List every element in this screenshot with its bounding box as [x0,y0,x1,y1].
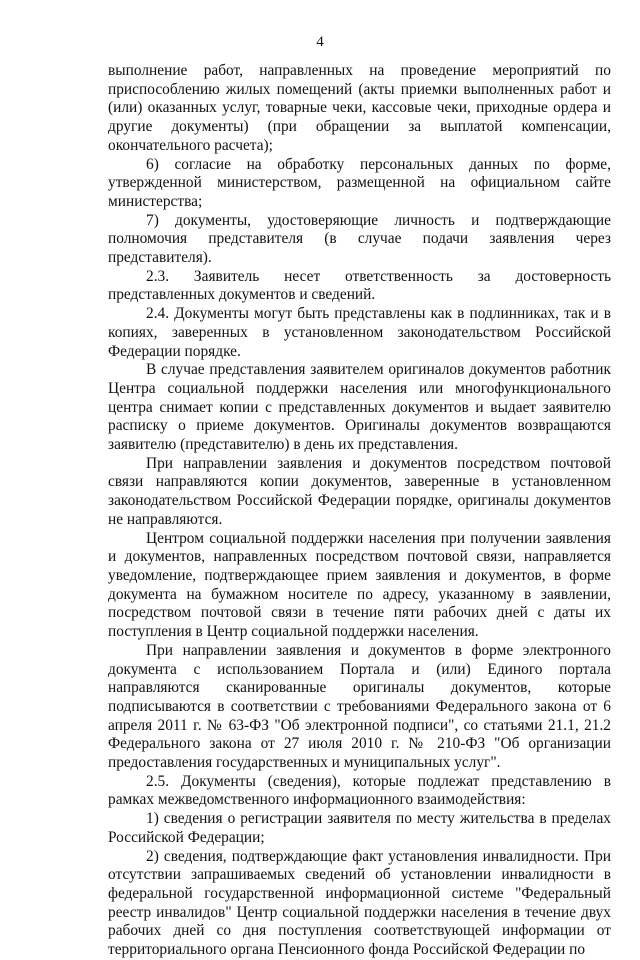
paragraph-clause-2-4: 2.4. Документы могут быть представлены как в подлинниках, так и в копиях, заверенных в установленном законодательством Российской Федерации порядке. [108,305,611,360]
paragraph-clause-2-3: 2.3. Заявитель несет ответственность за достоверность представленных документов и сведений. [108,267,611,304]
paragraph-clause-2-5: 2.5. Документы (сведения), которые подлежат представлению в рамках межведомственного информационного взаимодействия: [108,772,611,809]
page-number: 4 [316,34,324,50]
document-body [108,62,611,960]
paragraph-postal-notice: Центром социальной поддержки населения при получении заявления и документов, направленных посредством почтовой связи, направляется уведомление, подтверждающее прием заявления и документов, в форме документа на бумажном носителе по адресу, указанному в заявлении, посредством почтовой связи в течение пяти рабочих дней с даты их поступления в Центр социальной поддержки населения. [108,529,611,641]
paragraph-originals: В случае представления заявителем оригиналов документов работник Центра социальной поддержки населения или многофункционального центра снимает копии с представленных документов и выдает заявителю расписку о приеме документов. Оригиналы документов возвращаются заявителю (представителю) в день их представления. [108,361,611,454]
paragraph-item-7: 7) документы, удостоверяющие личность и подтверждающие полномочия представителя (в случае подачи заявления через представителя). [108,211,611,267]
paragraph-item-2: 2) сведения, подтверждающие факт установления инвалидности. При отсутствии запрашиваемых сведений об установлении инвалидности в федеральной государственной информационной системе "Федеральный реестр инвалидов" Центр социальной поддержки населения в течение двух рабочих дней со дня поступления соответствующей информации от территориального органа Пенсионного фонда Российской Федерации по [108,847,611,959]
paragraph-continuation: выполнение работ, направленных на проведение мероприятий по приспособлению жилых помещений (акты приемки выполненных работ и (или) оказанных услуг, товарные чеки, кассовые чеки, приходные ордера и другие документы) (при обращении за выплатой компенсации, окончательного расчета); [108,62,611,154]
paragraph-postal-copies: При направлении заявления и документов посредством почтовой связи направляются копии документов, заверенные в установленном законодательством Российской Федерации порядке, оригиналы документов не направляются. [108,454,611,528]
paragraph-electronic: При направлении заявления и документов в форме электронного документа с использованием Портала и (или) Единого портала направляются сканированные оригиналы документов, которые подписываются в соответствии с требованиями Федерального закона от 6 апреля 2011 г. № 63-ФЗ "Об электронной подписи", со статьями 21.1, 21.2 Федерального закона от 27 июля 2010 г. № 210-ФЗ "Об организации предоставления государственных и муниципальных услуг". [108,641,611,772]
paragraph-item-1: 1) сведения о регистрации заявителя по месту жительства в пределах Российской Федерации; [108,810,611,846]
paragraph-item-6: 6) согласие на обработку персональных данных по форме, утвержденной министерством, размещенной на официальном сайте министерства; [108,155,611,210]
